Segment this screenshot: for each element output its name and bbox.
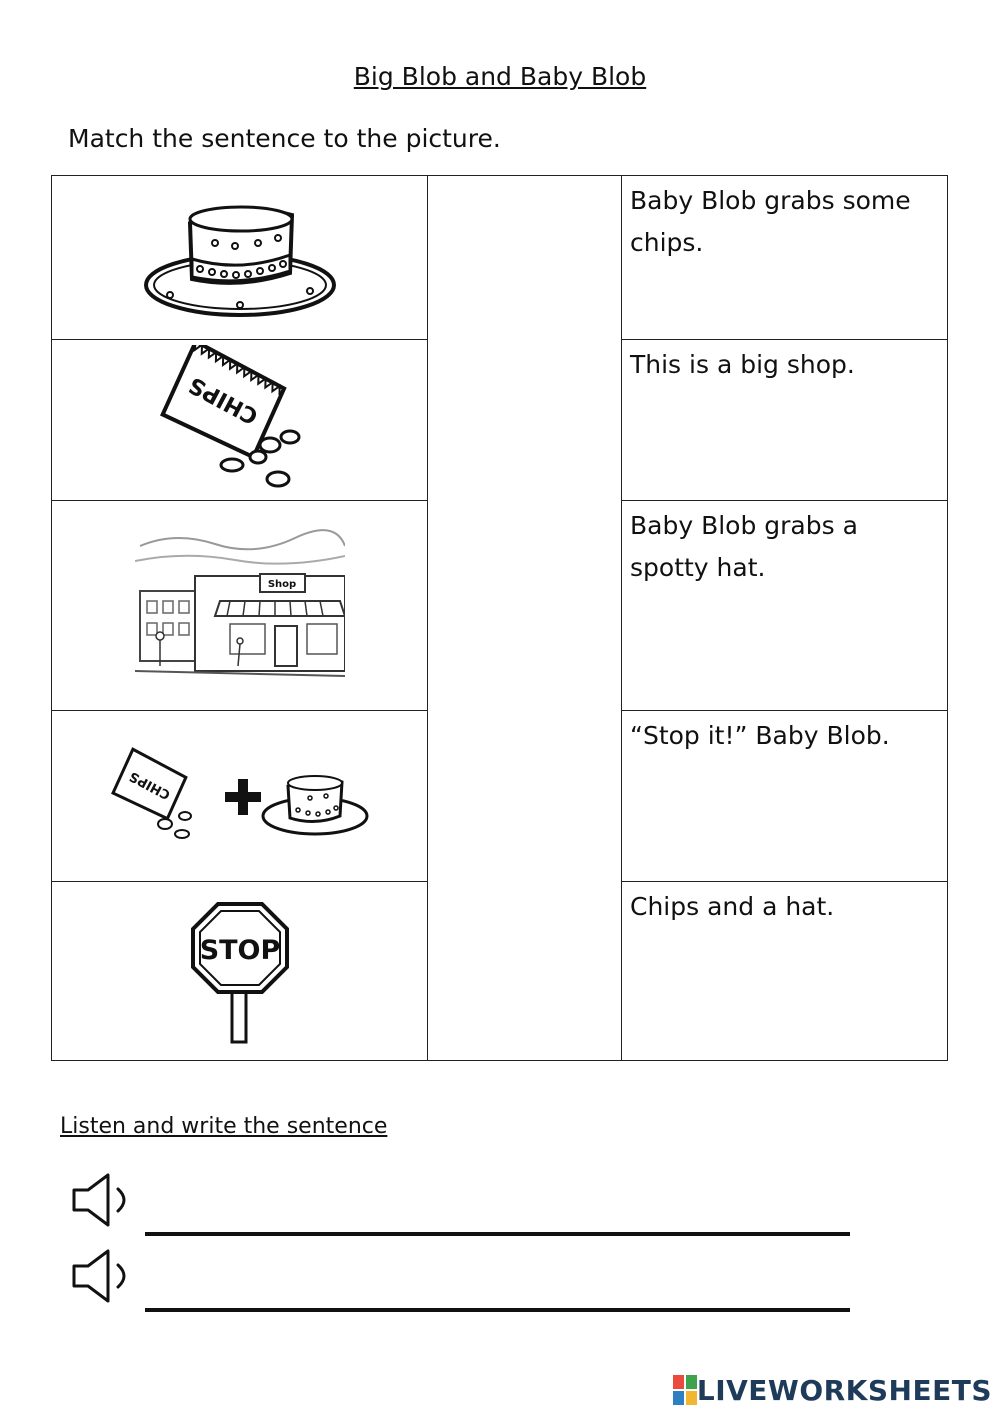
- sentence-cell[interactable]: Baby Blob grabs a spotty hat.: [622, 501, 948, 711]
- chips-plus-hat-picture: [110, 746, 370, 846]
- picture-cell[interactable]: [52, 340, 428, 501]
- liveworksheets-logo: [673, 1373, 992, 1407]
- listening-heading: Listen and write the sentence: [60, 1114, 388, 1139]
- picture-cell[interactable]: [52, 711, 428, 882]
- chips-label: CHIPS: [184, 371, 262, 429]
- sentence-cell[interactable]: “Stop it!” Baby Blob.: [622, 711, 948, 882]
- chips-bag-picture: [150, 345, 330, 495]
- answer-line[interactable]: [145, 1308, 850, 1312]
- speaker-icon[interactable]: [70, 1172, 132, 1228]
- logo-text: LIVEWORKSHEETS: [696, 1373, 992, 1407]
- instruction-text: Match the sentence to the picture.: [68, 124, 501, 153]
- spotty-hat-picture: [140, 193, 340, 323]
- stop-sign-picture: [185, 896, 295, 1046]
- picture-cell[interactable]: [52, 176, 428, 340]
- table-row: [52, 176, 948, 340]
- matching-gap-column[interactable]: [428, 176, 622, 1061]
- picture-cell[interactable]: [52, 882, 428, 1061]
- listening-item: [70, 1248, 860, 1312]
- logo-mark-icon: [673, 1375, 697, 1405]
- answer-line[interactable]: [145, 1232, 850, 1236]
- chips-small-label: CHIPS: [126, 768, 173, 803]
- shop-building-picture: [135, 526, 345, 686]
- shop-sign-label: Shop: [267, 578, 296, 590]
- sentence-cell[interactable]: Baby Blob grabs some chips.: [622, 176, 948, 340]
- speaker-icon[interactable]: [70, 1248, 132, 1304]
- listening-item: [70, 1172, 860, 1236]
- picture-cell[interactable]: [52, 501, 428, 711]
- sentence-cell[interactable]: This is a big shop.: [622, 340, 948, 501]
- worksheet-title: Big Blob and Baby Blob: [353, 62, 647, 91]
- sentence-cell[interactable]: Chips and a hat.: [622, 882, 948, 1061]
- stop-sign-label: STOP: [199, 935, 280, 966]
- matching-table: [51, 175, 948, 1061]
